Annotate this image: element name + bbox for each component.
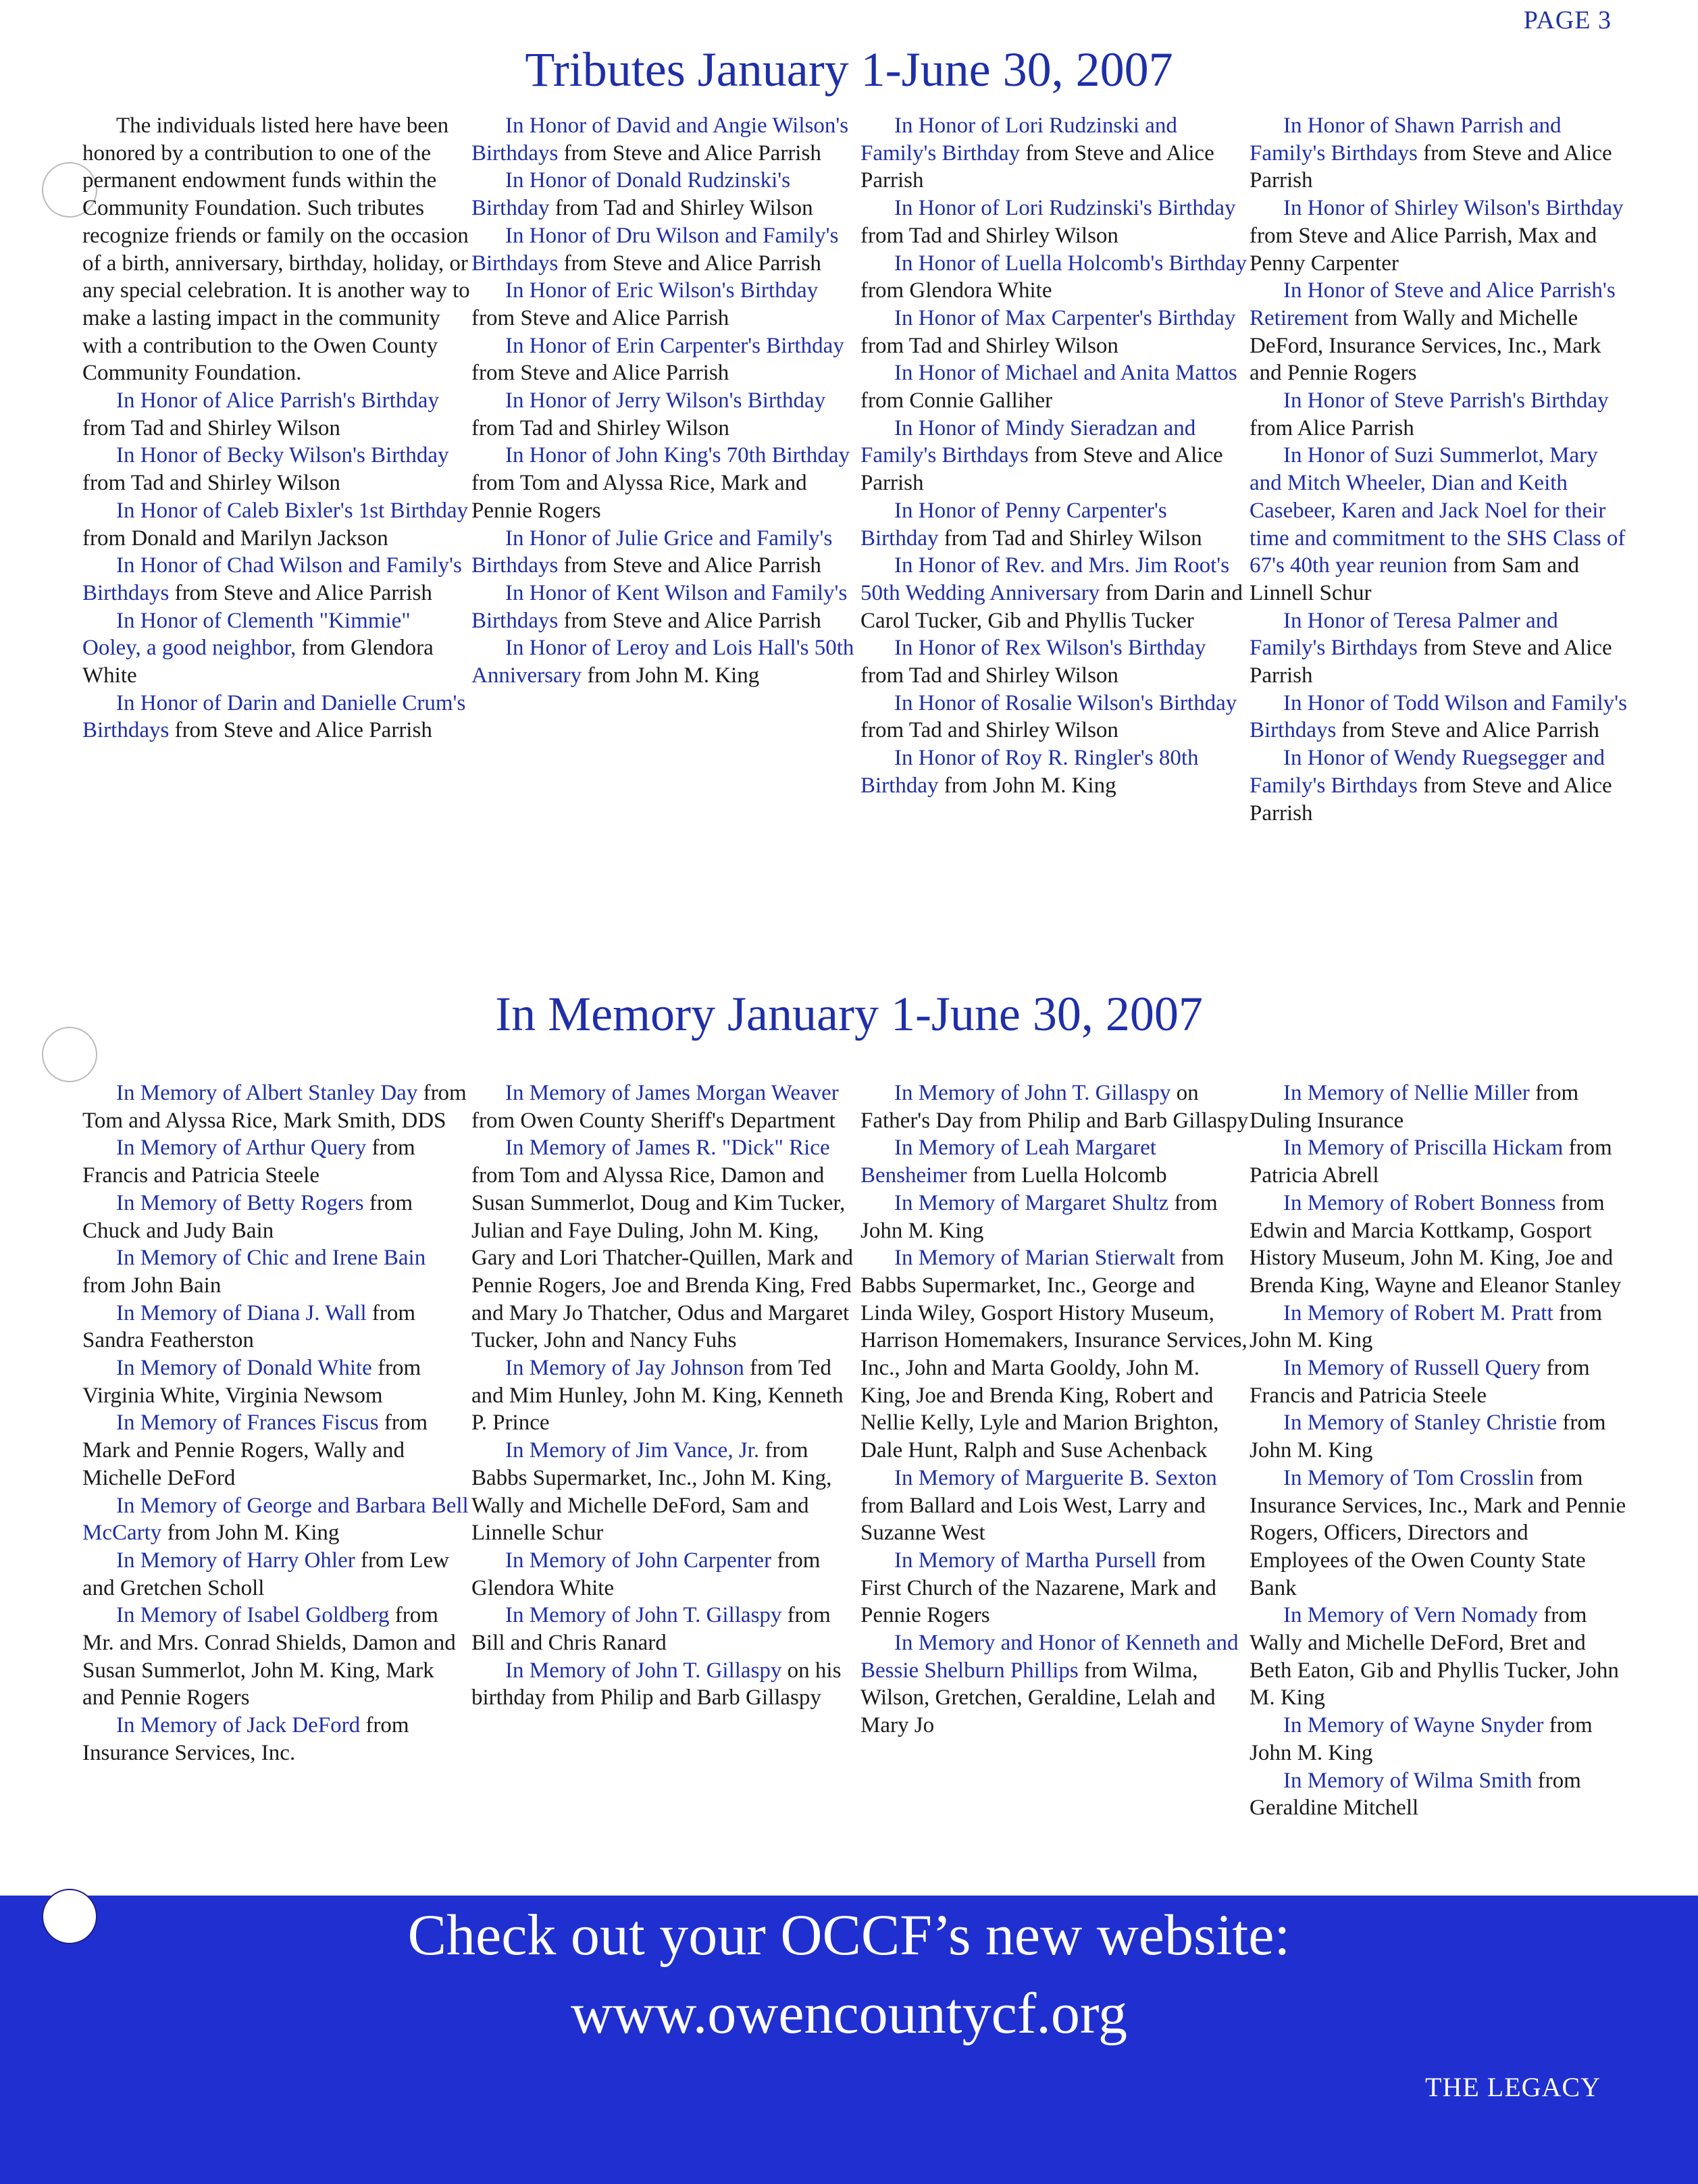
entry-honoree: In Memory of John T. Gillaspy <box>505 1603 782 1628</box>
entry-donors: from Tad and Shirley Wilson <box>549 196 813 221</box>
entry-donors: from Virginia White, Virginia Newsom <box>82 1356 421 1408</box>
tribute-entry <box>471 442 860 524</box>
entry-donors: from Babbs Supermarket, Inc., George and Linda Wiley, Gosport History Museum, Harrison Homemakers, Insurance Services, Inc., John and Marta Gooldy, John M. King, Joe and Brenda King, Robert and Nellie Kelly, Lyle and Marion Brighton, Dale Hunt, Ralph and Suse Achenback <box>860 1246 1247 1463</box>
memorial-entry <box>860 1547 1250 1629</box>
entry-honoree: In Memory and Honor of Kenneth and Bessie Shelburn Phillips <box>860 1631 1239 1683</box>
entry-donors: from Steve and Alice Parrish <box>860 141 1214 193</box>
tribute-entry <box>82 387 471 442</box>
memorial-entry <box>82 1300 471 1354</box>
entry-honoree: In Memory of John T. Gillaspy <box>505 1658 782 1683</box>
entry-honoree: In Honor of Max Carpenter's Birthday <box>894 305 1236 330</box>
entry-donors: from Glendora White <box>82 636 434 688</box>
entry-donors: from Tad and Shirley Wilson <box>860 333 1118 358</box>
entry-donors: from Steve and Alice Parrish <box>558 608 821 633</box>
entry-honoree: In Honor of Todd Wilson and Family's Birthdays <box>1250 690 1627 743</box>
entry-donors: from Steve and Alice Parrish <box>1250 141 1612 193</box>
entry-honoree: In Honor of Kent Wilson and Family's Birthdays <box>471 580 848 633</box>
tribute-entry <box>82 552 471 607</box>
entry-donors: from Steve and Alice Parrish, Max and Penny Carpenter <box>1250 223 1597 276</box>
tribute-entry <box>82 497 471 552</box>
entry-honoree: In Honor of Rex Wilson's Birthday <box>894 636 1206 661</box>
entry-donors: from Tad and Shirley Wilson <box>860 663 1118 688</box>
page-number: PAGE 3 <box>1523 6 1612 34</box>
entry-donors: from Tad and Shirley Wilson <box>938 526 1202 551</box>
entry-donors: from Wilma, Wilson, Gretchen, Geraldine, Lelah and Mary Jo <box>860 1658 1216 1738</box>
tribute-entry <box>860 744 1250 799</box>
tribute-entry <box>1250 277 1628 387</box>
entry-donors: from Wally and Michelle DeFord, Insurance Services, Inc., Mark and Pennie Rogers <box>1250 305 1601 386</box>
memorial-entry <box>471 1657 860 1712</box>
entry-donors: from Francis and Patricia Steele <box>1250 1356 1590 1408</box>
entry-donors: from Steve and Alice Parrish <box>471 305 729 330</box>
memorial-entry <box>860 1190 1250 1244</box>
memorial-entry <box>471 1602 860 1656</box>
tribute-entry <box>1250 690 1628 744</box>
entry-honoree: In Memory of Margaret Shultz <box>894 1190 1169 1215</box>
entry-honoree: In Memory of Jay Johnson <box>505 1356 744 1381</box>
entry-donors: from Steve and Alice Parrish <box>169 580 432 605</box>
tribute-entry <box>82 690 471 744</box>
tribute-entry <box>860 634 1250 689</box>
entry-honoree: In Memory of Jack DeFord <box>116 1713 361 1738</box>
entry-honoree: In Memory of Priscilla Hickam <box>1283 1136 1564 1161</box>
entry-donors: from Ballard and Lois West, Larry and Suzanne West <box>860 1493 1206 1546</box>
memorial-entry <box>1250 1134 1628 1189</box>
entry-honoree: In Memory of Martha Pursell <box>894 1548 1157 1573</box>
entry-honoree: In Memory of Betty Rogers <box>116 1190 364 1215</box>
entry-donors: on Father's Day from Philip and Barb Gillaspy <box>860 1081 1249 1133</box>
tribute-entry <box>471 525 860 580</box>
tribute-entry <box>82 607 471 690</box>
entry-donors: from Steve and Alice Parrish <box>1250 773 1612 826</box>
tribute-entry <box>1250 607 1628 690</box>
memory-column-1 <box>82 1080 471 1822</box>
entry-donors: from Insurance Services, Inc., Mark and Pennie Rogers, Officers, Directors and Employees of the Owen County State Bank <box>1250 1465 1626 1600</box>
entry-donors: from John M. King <box>161 1521 340 1546</box>
entry-donors: from John M. King <box>938 773 1116 798</box>
entry-honoree: In Memory of John Carpenter <box>505 1548 772 1573</box>
tribute-entry <box>471 580 860 634</box>
banner-headline: Check out your OCCF’s new website: <box>407 1902 1291 1967</box>
entry-honoree: In Honor of Alice Parrish's Birthday <box>116 388 439 413</box>
entry-honoree: In Honor of Julie Grice and Family's Birthdays <box>471 526 833 578</box>
memory-title: In Memory January 1-June 30, 2007 <box>495 987 1203 1041</box>
entry-honoree: In Memory of Vern Nomady <box>1283 1603 1538 1628</box>
entry-donors: from Tom and Alyssa Rice, Mark Smith, DDS <box>82 1081 467 1133</box>
memorial-entry <box>1250 1190 1628 1300</box>
tributes-column-1 <box>82 112 471 827</box>
entry-donors: from Steve and Alice Parrish <box>558 553 821 578</box>
newsletter-name: THE LEGACY <box>1425 2072 1601 2102</box>
tribute-entry <box>1250 442 1628 607</box>
entry-donors: from Insurance Services, Inc. <box>82 1713 409 1765</box>
memory-column-4 <box>1250 1080 1628 1822</box>
tribute-entry <box>860 250 1250 305</box>
entry-honoree: In Memory of George and Barbara Bell McCarty <box>82 1493 469 1546</box>
entry-donors: from John Bain <box>82 1273 222 1298</box>
entry-donors: from Tad and Shirley Wilson <box>471 415 729 440</box>
memorial-entry <box>1250 1602 1628 1712</box>
entry-honoree: In Memory of John T. Gillaspy <box>894 1081 1171 1105</box>
entry-donors: from Darin and Carol Tucker, Gib and Phyllis Tucker <box>860 580 1243 633</box>
entry-honoree: In Honor of Mindy Sieradzan and Family's Birthdays <box>860 415 1196 468</box>
entry-donors: from Babbs Supermarket, Inc., John M. King, Wally and Michelle DeFord, Sam and Linnelle Schur <box>471 1438 832 1546</box>
entry-honoree: In Honor of Teresa Palmer and Family's Birthdays <box>1250 608 1558 661</box>
entry-donors: from Sam and Linnell Schur <box>1250 553 1580 605</box>
memorial-entry <box>860 1244 1250 1465</box>
memorial-entry <box>1250 1465 1628 1602</box>
memorial-entry <box>860 1465 1250 1547</box>
entry-honoree: In Honor of Wendy Ruegsegger and Family's Birthdays <box>1250 746 1605 798</box>
entry-donors: from John M. King <box>1250 1411 1606 1463</box>
entry-honoree: In Honor of Clementh "Kimmie" Ooley, a good neighbor, <box>82 608 411 661</box>
entry-donors: from Alice Parrish <box>1250 415 1414 440</box>
entry-donors: from Glendora White <box>860 278 1052 303</box>
entry-honoree: In Memory of Jim Vance, Jr. <box>505 1438 760 1463</box>
entry-honoree: In Memory of James Morgan Weaver <box>505 1081 839 1105</box>
entry-donors: from John M. King <box>582 663 760 688</box>
entry-honoree: In Memory of Albert Stanley Day <box>116 1081 418 1105</box>
entry-honoree: In Memory of Isabel Goldberg <box>116 1603 390 1628</box>
memorial-entry <box>1250 1767 1628 1822</box>
tribute-entry <box>860 359 1250 414</box>
entry-donors: from Steve and Alice Parrish <box>558 141 821 166</box>
entry-donors: from Connie Galliher <box>860 388 1053 413</box>
memorial-entry <box>82 1354 471 1409</box>
tribute-entry <box>860 112 1250 195</box>
entry-donors: from Wally and Michelle DeFord, Bret and Beth Eaton, Gib and Phyllis Tucker, John M. King <box>1250 1603 1619 1710</box>
tribute-entry <box>860 690 1250 744</box>
entry-honoree: In Honor of Rosalie Wilson's Birthday <box>894 690 1237 715</box>
memorial-entry <box>82 1492 471 1547</box>
entry-donors: from Duling Insurance <box>1250 1081 1579 1133</box>
entry-honoree: In Memory of Marguerite B. Sexton <box>894 1465 1217 1490</box>
memorial-entry <box>1250 1712 1628 1767</box>
tribute-entry <box>82 442 471 497</box>
entry-donors: from Geraldine Mitchell <box>1250 1768 1581 1821</box>
entry-donors: from John M. King <box>1250 1713 1593 1765</box>
entry-honoree: In Memory of Wilma Smith <box>1283 1768 1533 1793</box>
tribute-entry <box>471 387 860 442</box>
tribute-entry <box>471 332 860 387</box>
entry-honoree: In Honor of Steve and Alice Parrish's Retirement <box>1250 278 1616 330</box>
entry-donors: from Mr. and Mrs. Conrad Shields, Damon and Susan Summerlot, John M. King, Mark and Pennie Rogers <box>82 1603 456 1710</box>
memorial-entry <box>82 1712 471 1767</box>
entry-honoree: In Memory of Frances Fiscus <box>116 1411 379 1436</box>
entry-honoree: In Honor of Eric Wilson's Birthday <box>505 278 819 303</box>
entry-donors: from Steve and Alice Parrish <box>169 718 432 743</box>
memorial-entry <box>82 1547 471 1602</box>
entry-honoree: In Honor of Suzi Summerlot, Mary and Mitch Wheeler, Dian and Keith Casebeer, Karen and Jack Noel for their time and commitment to the SHS Class of 67's 40th year reunion <box>1250 443 1626 578</box>
memorial-entry <box>471 1437 860 1547</box>
memorial-entry <box>1250 1354 1628 1409</box>
entry-honoree: In Honor of Erin Carpenter's Birthday <box>505 333 844 358</box>
entry-honoree: In Honor of Chad Wilson and Family's Birthdays <box>82 553 462 605</box>
entry-honoree: In Memory of Harry Ohler <box>116 1548 355 1573</box>
memorial-entry <box>1250 1409 1628 1464</box>
entry-donors: from Luella Holcomb <box>967 1163 1167 1188</box>
tributes-intro: The individuals listed here have been honored by a contribution to one of the permanent endowment funds within the Community Foundation. Such tributes recognize friends or family on the occasion of a birth, anniversary, birthday, holiday, or any special celebration. It is another way to make a lasting impact in the community with a contribution to the Owen County Community Foundation. <box>82 113 470 386</box>
entry-donors: from Edwin and Marcia Kottkamp, Gosport History Museum, John M. King, Joe and Brenda King, Wayne and Eleanor Stanley <box>1250 1190 1622 1298</box>
entry-honoree: In Memory of Chic and Irene Bain <box>116 1246 426 1271</box>
tribute-entry <box>1250 387 1628 442</box>
entry-honoree: In Memory of Tom Crosslin <box>1283 1465 1535 1490</box>
entry-honoree: In Memory of Wayne Snyder <box>1283 1713 1544 1738</box>
memorial-entry <box>471 1080 860 1134</box>
entry-honoree: In Honor of David and Angie Wilson's Birthdays <box>471 113 849 166</box>
entry-honoree: In Honor of Steve Parrish's Birthday <box>1283 388 1609 413</box>
tribute-entry <box>471 167 860 222</box>
entry-donors: from Sandra Featherston <box>82 1300 416 1353</box>
entry-donors: from Steve and Alice Parrish <box>1336 718 1599 743</box>
entry-donors: from Donald and Marilyn Jackson <box>82 526 388 551</box>
tribute-entry <box>471 634 860 689</box>
entry-donors: from Ted and Mim Hunley, John M. King, Kenneth P. Prince <box>471 1356 844 1436</box>
memorial-entry <box>471 1134 860 1354</box>
entry-donors: from Steve and Alice Parrish <box>471 361 729 386</box>
tribute-entry <box>471 277 860 332</box>
tribute-entry <box>860 415 1250 497</box>
entry-donors: from Steve and Alice Parrish <box>860 443 1223 496</box>
memorial-entry <box>82 1602 471 1712</box>
entry-donors: from Tad and Shirley Wilson <box>860 223 1118 248</box>
memory-column-2 <box>471 1080 860 1822</box>
memorial-entry <box>82 1244 471 1299</box>
entry-honoree: In Memory of Diana J. Wall <box>116 1300 367 1325</box>
entry-honoree: In Honor of John King's 70th Birthday <box>505 443 850 468</box>
tribute-entry <box>471 112 860 167</box>
memorial-entry <box>82 1409 471 1492</box>
tribute-entry <box>1250 112 1628 195</box>
memory-column-3 <box>860 1080 1250 1822</box>
tribute-entry <box>1250 744 1628 827</box>
entry-honoree: In Memory of Arthur Query <box>116 1136 367 1161</box>
entry-honoree: In Honor of Penny Carpenter's Birthday <box>860 498 1167 551</box>
memorial-entry <box>1250 1300 1628 1354</box>
entry-donors: from Owen County Sheriff's Department <box>471 1108 835 1133</box>
entry-honoree: In Honor of Donald Rudzinski's Birthday <box>471 168 791 221</box>
entry-donors: from Tad and Shirley Wilson <box>860 718 1118 743</box>
memorial-entry <box>471 1547 860 1602</box>
entry-honoree: In Memory of Leah Margaret Bensheimer <box>860 1136 1156 1188</box>
tributes-columns <box>82 112 1629 827</box>
memorial-entry <box>82 1080 471 1134</box>
entry-honoree: In Memory of James R. "Dick" Rice <box>505 1136 830 1161</box>
entry-honoree: In Honor of Shirley Wilson's Birthday <box>1283 196 1624 221</box>
entry-honoree: In Honor of Michael and Anita Mattos <box>894 361 1237 386</box>
tribute-entry <box>860 195 1250 249</box>
tributes-column-4 <box>1250 112 1628 827</box>
entry-donors: from Patricia Abrell <box>1250 1136 1612 1188</box>
entry-donors: from Mark and Pennie Rogers, Wally and Michelle DeFord <box>82 1411 428 1490</box>
entry-donors: from John M. King <box>860 1190 1218 1243</box>
entry-donors: from Steve and Alice Parrish <box>1250 636 1612 688</box>
entry-honoree: In Memory of Robert Bonness <box>1283 1190 1556 1215</box>
memorial-entry <box>860 1134 1250 1189</box>
memorial-entry <box>471 1354 860 1437</box>
entry-honoree: In Honor of Darin and Danielle Crum's Birthdays <box>82 690 466 743</box>
entry-honoree: In Memory of Donald White <box>116 1356 372 1381</box>
tribute-entry <box>860 305 1250 359</box>
tribute-entry <box>471 222 860 277</box>
entry-donors: from First Church of the Nazarene, Mark and Pennie Rogers <box>860 1548 1216 1628</box>
entry-donors: from Tad and Shirley Wilson <box>82 415 340 440</box>
entry-donors: from Tom and Alyssa Rice, Damon and Susan Summerlot, Doug and Kim Tucker, Julian and Faye Duling, John M. King, Gary and Lori Thatcher-Quillen, Mark and Pennie Rogers, Joe and Brenda King, Fred and Mary Jo Thatcher, Odus and Margaret Tucker, John and Nancy Fuhs <box>471 1163 854 1353</box>
entry-donors: from Tom and Alyssa Rice, Mark and Pennie Rogers <box>471 471 807 523</box>
entry-donors: from Tad and Shirley Wilson <box>82 471 340 496</box>
entry-honoree: In Honor of Luella Holcomb's Birthday <box>894 251 1247 276</box>
entry-honoree: In Honor of Rev. and Mrs. Jim Root's 50th Wedding Anniversary <box>860 553 1230 605</box>
memorial-entry <box>1250 1080 1628 1134</box>
entry-donors: from John M. King <box>1250 1300 1603 1353</box>
tribute-entry <box>860 497 1250 552</box>
tribute-entry <box>1250 195 1628 277</box>
entry-honoree: In Memory of Nellie Miller <box>1283 1081 1530 1105</box>
entry-honoree: In Honor of Lori Rudzinski and Family's Birthday <box>860 113 1177 166</box>
memorial-entry <box>860 1629 1250 1739</box>
entry-honoree: In Honor of Becky Wilson's Birthday <box>116 443 449 468</box>
entry-honoree: In Memory of Russell Query <box>1283 1356 1541 1381</box>
entry-honoree: In Honor of Caleb Bixler's 1st Birthday <box>116 498 469 523</box>
entry-honoree: In Memory of Stanley Christie <box>1283 1411 1558 1436</box>
website-link[interactable]: www.owencountycf.org <box>571 1981 1127 2046</box>
entry-honoree: In Honor of Dru Wilson and Family's Birthdays <box>471 223 839 276</box>
memorial-entry <box>82 1134 471 1189</box>
entry-honoree: In Honor of Roy R. Ringler's 80th Birthday <box>860 746 1199 798</box>
entry-donors: from Lew and Gretchen Scholl <box>82 1548 450 1600</box>
tributes-column-3 <box>860 112 1250 827</box>
entry-honoree: In Honor of Lori Rudzinski's Birthday <box>894 196 1236 221</box>
entry-donors: from Bill and Chris Ranard <box>471 1603 831 1656</box>
entry-honoree: In Honor of Shawn Parrish and Family's Birthdays <box>1250 113 1562 166</box>
entry-donors: on his birthday from Philip and Barb Gillaspy <box>471 1658 842 1710</box>
entry-honoree: In Honor of Leroy and Lois Hall's 50th Anniversary <box>471 636 854 688</box>
entry-donors: from Glendora White <box>471 1548 821 1600</box>
entry-donors: from Steve and Alice Parrish <box>558 251 821 276</box>
entry-honoree: In Memory of Robert M. Pratt <box>1283 1300 1553 1325</box>
entry-honoree: In Memory of Marian Stierwalt <box>894 1246 1176 1271</box>
memory-columns <box>82 1080 1629 1822</box>
entry-donors: from Chuck and Judy Bain <box>82 1190 413 1243</box>
tributes-title: Tributes January 1-June 30, 2007 <box>525 43 1173 97</box>
memorial-entry <box>860 1080 1250 1134</box>
entry-donors: from Francis and Patricia Steele <box>82 1136 415 1188</box>
tribute-entry <box>860 552 1250 634</box>
memorial-entry <box>82 1190 471 1244</box>
entry-honoree: In Honor of Jerry Wilson's Birthday <box>505 388 826 413</box>
tributes-column-2 <box>471 112 860 827</box>
